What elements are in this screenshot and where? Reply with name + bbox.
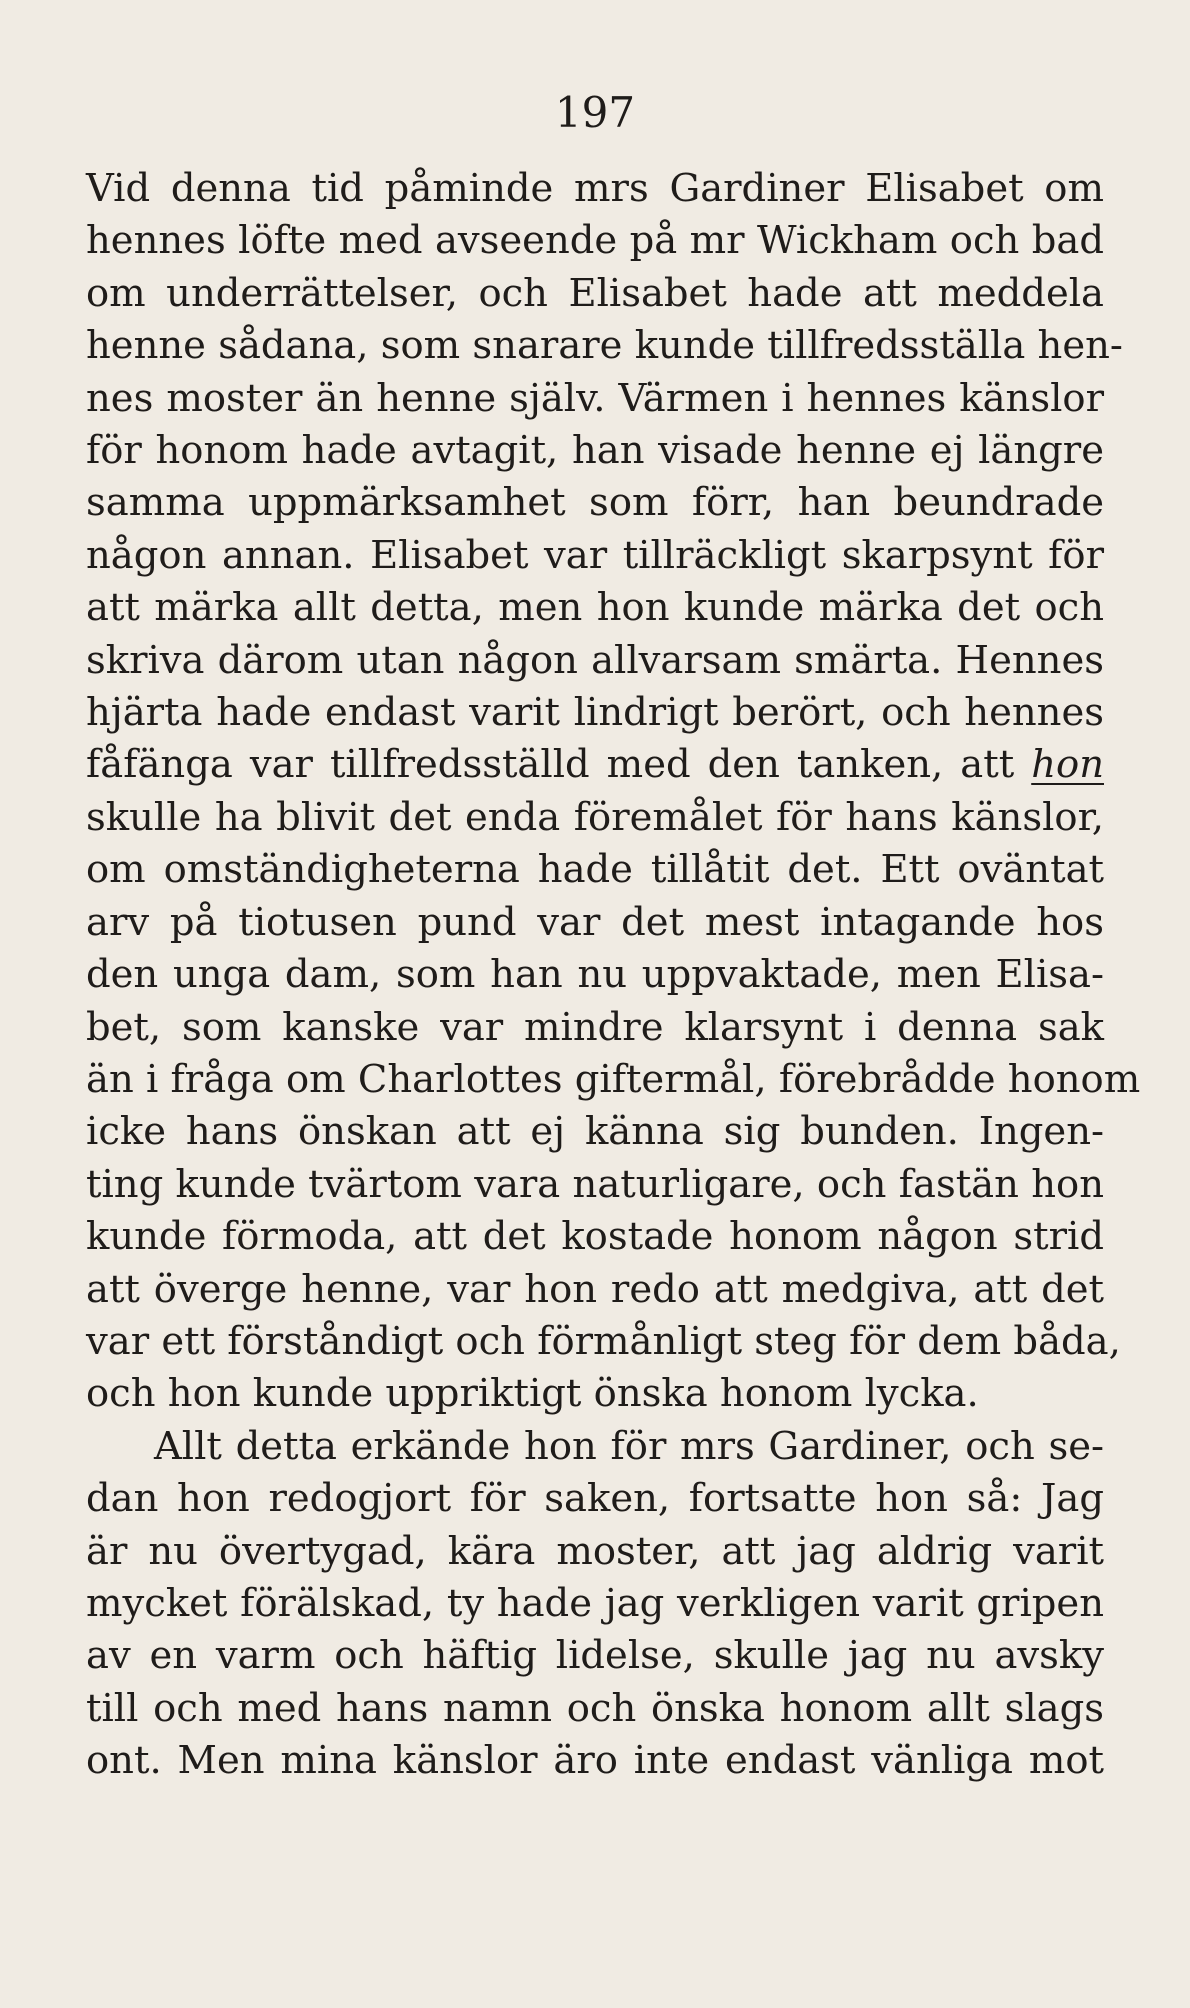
text-line: arv på tiotusen pund var det mest intagande hos xyxy=(86,899,1104,945)
page-number: 197 xyxy=(554,88,636,137)
emphasized-word: hon xyxy=(1031,742,1104,788)
paragraph-first-line: Allt detta erkände hon för mrs Gardiner, och se- xyxy=(154,1423,1104,1469)
text-line: att överge henne, var hon redo att medgiva, att det xyxy=(86,1266,1104,1312)
text-line: hennes löfte med avseende på mr Wickham och bad xyxy=(86,218,1104,264)
text-line: att märka allt detta, men hon kunde märka det och xyxy=(86,585,1104,631)
text-line: av en varm och häftig lidelse, skulle jag nu avsky xyxy=(86,1633,1104,1679)
text-line: den unga dam, som han nu uppvaktade, men Elisa- xyxy=(86,952,1104,998)
text-line: skulle ha blivit det enda föremålet för hans känslor, xyxy=(86,794,1104,840)
text-line-with-emphasis xyxy=(86,739,1104,791)
text-line: till och med hans namn och önska honom allt slags xyxy=(86,1685,1104,1731)
text-line: Vid denna tid påminde mrs Gardiner Elisabet om xyxy=(86,166,1104,211)
text-line: skriva därom utan någon allvarsam smärta. Hennes xyxy=(86,637,1104,683)
text-line: om underrättelser, och Elisabet hade att meddela xyxy=(86,270,1104,316)
text-line: någon annan. Elisabet var tillräckligt skarpsynt för xyxy=(86,532,1104,578)
text-line: ont. Men mina känslor äro inte endast vänliga mot xyxy=(86,1738,1104,1784)
text-line: hjärta hade endast varit lindrigt berört, och hennes xyxy=(86,690,1104,736)
text-line: bet, som kanske var mindre klarsynt i denna sak xyxy=(86,1004,1104,1050)
text-line: och hon kunde uppriktigt önska honom lycka. xyxy=(86,1371,979,1417)
body-text xyxy=(86,163,1141,1788)
text-line: nes moster än henne själv. Värmen i hennes känslor xyxy=(86,375,1104,421)
text-line: dan hon redogjort för saken, fortsatte hon så: Jag xyxy=(86,1476,1104,1522)
text-line: mycket förälskad, ty hade jag verkligen varit gripen xyxy=(86,1580,1104,1626)
text-line: om omständigheterna hade tillåtit det. Ett oväntat xyxy=(86,847,1104,893)
text-line: är nu övertygad, kära moster, att jag aldrig varit xyxy=(86,1528,1104,1574)
text-line: för honom hade avtagit, han visade henne ej längre xyxy=(86,428,1104,474)
text-line: än i fråga om Charlottes giftermål, förebrådde honom xyxy=(86,1056,1141,1102)
text-line: icke hans önskan att ej känna sig bunden. Ingen- xyxy=(86,1109,1104,1155)
text-line: ting kunde tvärtom vara naturligare, och fastän hon xyxy=(86,1161,1104,1207)
text-line: henne sådana, som snarare kunde tillfredsställa hen- xyxy=(86,323,1123,369)
text-line: var ett förståndigt och förmånligt steg för dem båda, xyxy=(86,1318,1121,1364)
text-line: kunde förmoda, att det kostade honom någon strid xyxy=(86,1214,1104,1260)
text-line: samma uppmärksamhet som förr, han beundrade xyxy=(86,480,1104,526)
text-line-part: fåfänga var tillfredsställd med den tanken, att xyxy=(86,742,1032,788)
